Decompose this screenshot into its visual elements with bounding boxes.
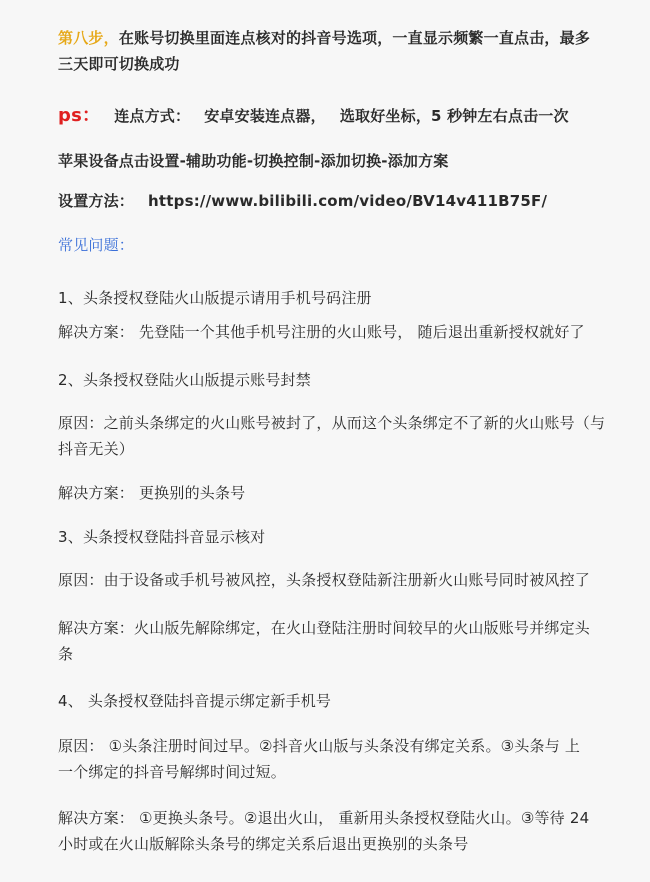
ps-method-value: 安卓安装连点器， (204, 107, 326, 125)
ps-label: ps： (58, 105, 101, 126)
faq-4-reason-line2: 一个绑定的抖音号解绑时间过短。 (58, 763, 287, 781)
faq-1-answer: 解决方案： 先登陆一个其他手机号注册的火山账号， 随后退出重新授权就好了 (58, 323, 585, 341)
faq-4-answer-line2: 小时或在火山版解除头条号的绑定关系后退出更换别的头条号 (58, 835, 469, 853)
step8-line1 (58, 25, 590, 51)
faq-2-reason-line2: 抖音无关） (58, 440, 135, 458)
faq-4-question: 4、 头条授权登陆抖音提示绑定新手机号 (58, 692, 332, 710)
faq-3-answer-line2: 条 (58, 645, 74, 663)
faq-3-question: 3、头条授权登陆抖音显示核对 (58, 528, 266, 546)
faq-2-question: 2、头条授权登陆火山版提示账号封禁 (58, 371, 311, 389)
faq-1-question: 1、头条授权登陆火山版提示请用手机号码注册 (58, 289, 372, 307)
faq-4-answer-line1: 解决方案： ①更换头条号。②退出火山， 重新用头条授权登陆火山。③等待 24 (58, 809, 590, 827)
faq-4-reason-line1: 原因： ①头条注册时间过早。②抖音火山版与头条没有绑定关系。③头条与 上 (58, 737, 581, 755)
setup-label: 设置方法： (58, 192, 135, 210)
apple-line: 苹果设备点击设置-辅助功能-切换控制-添加切换-添加方案 (58, 152, 449, 170)
step8-label: 第八步， (58, 29, 119, 47)
faq-3-reason: 原因：由于设备或手机号被风控，头条授权登陆新注册新火山账号同时被风控了 (58, 571, 591, 589)
ps-method-label: 连点方式： (114, 107, 191, 125)
faq-2-reason-line1: 原因：之前头条绑定的火山账号被封了，从而这个头条绑定不了新的火山账号（与 (58, 414, 606, 432)
setup-url[interactable]: https://www.bilibili.com/video/BV14v411B75F/ (148, 192, 548, 210)
faq-2-answer: 解决方案： 更换别的头条号 (58, 484, 246, 502)
faq-title: 常见问题： (58, 236, 135, 254)
ps-line (58, 103, 569, 129)
setup-line (58, 188, 547, 214)
step8-line2: 三天即可切换成功 (58, 55, 180, 73)
ps-method-detail: 选取好坐标，5 秒钟左右点击一次 (339, 107, 569, 125)
faq-3-answer-line1: 解决方案：火山版先解除绑定，在火山登陆注册时间较早的火山版账号并绑定头 (58, 619, 591, 637)
step8-text: 在账号切换里面连点核对的抖音号选项，一直显示频繁一直点击，最多 (118, 29, 591, 47)
